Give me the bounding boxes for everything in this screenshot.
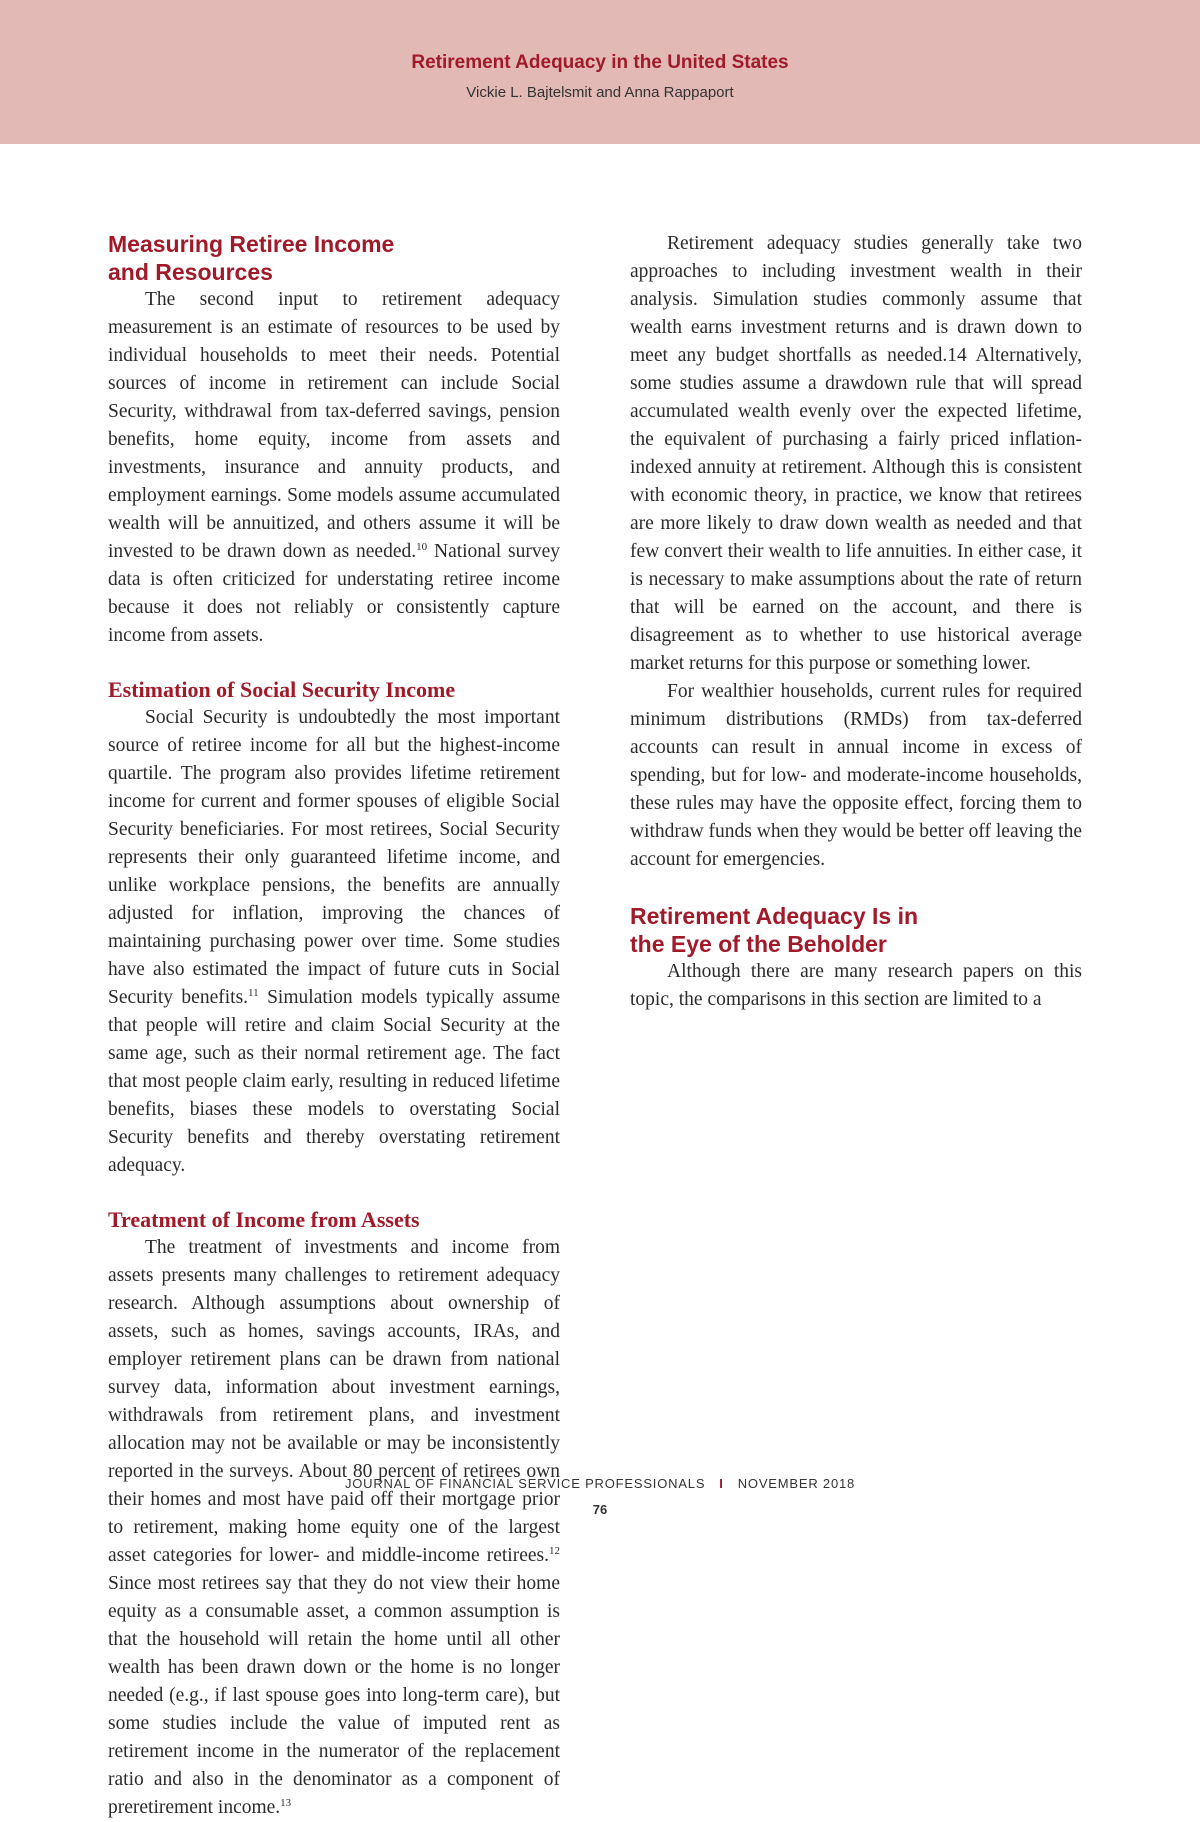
article-authors: Vickie L. Bajtelsmit and Anna Rappaport [466, 84, 734, 101]
text-run: The second input to retirement adequacy measurement is an estimate of resources to be used by individual households to meet their needs. Potential sources of income in retirement can include Social Security, withdrawal from tax-deferred savings, pension benefits, home equity, income from assets and investments, insurance and annuity products, and employment earnings. Some models assume accumulated wealth will be annuitized, and others assume it will be invested to be drawn down as needed. [108, 289, 560, 562]
header-band [0, 0, 1200, 144]
section-heading-assets: Treatment of Income from Assets [108, 1207, 420, 1232]
text-run: The treatment of investments and income from assets presents many challenges to retirement adequacy research. Although assumptions about ownership of assets, such as homes, savings accounts, IRAs, and employer retirement plans can be drawn from national survey data, information about investment earnings, withdrawals from retirement plans, and investment allocation may not be available or may be inconsistently reported in the surveys. About 80 percent of retirees own their homes and most have paid off their mortgage prior to retirement, making home equity one of the largest asset categories for lower- and middle-income retirees. [108, 1237, 560, 1566]
paragraph-assets [108, 1234, 560, 1822]
footer-separator: I [719, 1476, 724, 1491]
section-heading-eye [630, 902, 1082, 958]
journal-name: JOURNAL OF FINANCIAL SERVICE PROFESSIONALS [344, 1476, 706, 1491]
paragraph-measuring [108, 286, 560, 650]
right-column [630, 230, 1082, 1014]
page-number: 76 [592, 1502, 608, 1517]
paragraph-assets-3: For wealthier households, current rules for required minimum distributions (RMDs) from tax-deferred accounts can result in annual income in excess of spending, but for low- and moderate-income households, these rules may have the opposite effect, forcing them to withdraw funds when they would be better off leaving the account for emergencies. [630, 681, 1082, 870]
paragraph-social-security [108, 704, 560, 1180]
text-run: National survey data is often criticized for understating retiree income because it does not reliably or consistently capture income from assets. [108, 541, 560, 646]
text-run: Simulation models typically assume that people will retire and claim Social Security at the same age, such as their normal retirement age. The fact that most people claim early, resulting in reduced lifetime benefits, biases these models to overstating Social Security benefits and thereby overstating retirement adequacy. [108, 987, 560, 1176]
article-title: Retirement Adequacy in the United States [411, 52, 789, 73]
footnote-ref: 13 [280, 1797, 292, 1809]
footnote-ref: 10 [416, 541, 428, 553]
heading-line-1: Measuring Retiree Income [108, 231, 395, 257]
text-run: Social Security is undoubtedly the most important source of retiree income for all but the highest-income quartile. The program also provides lifetime retirement income for current and former spouses of eligible Social Security beneficiaries. For most retirees, Social Security represents their only guaranteed lifetime income, and unlike workplace pensions, the benefits are annually adjusted for inflation, improving the chances of maintaining purchasing power over time. Some studies have also estimated the impact of future cuts in Social Security benefits. [108, 707, 560, 1008]
paragraph-assets-2: Retirement adequacy studies generally take two approaches to including investment wealth in their analysis. Simulation studies commonly assume that wealth earns investment returns and is drawn down to meet any budget shortfalls as needed.14 Alternatively, some studies assume a drawdown rule that will spread accumulated wealth evenly over the expected lifetime, the equivalent of purchasing a fairly priced inflation-indexed annuity at retirement. Although this is consistent with economic theory, in practice, we know that retirees are more likely to draw down wealth as needed and that few convert their wealth to life annuities. In either case, it is necessary to make assumptions about the rate of return that will be earned on the account, and there is disagreement as to whether to use historical average market returns for this purpose or something lower. [630, 233, 1082, 674]
paragraph-eye: Although there are many research papers on this topic, the comparisons in this section are limited to a [630, 961, 1082, 1010]
section-heading-social-security: Estimation of Social Security Income [108, 677, 456, 702]
text-run: Since most retirees say that they do not view their home equity as a consumable asset, a common assumption is that the household will retain the home until all other wealth has been drawn down or the home is no longer needed (e.g., if last spouse goes into long-term care), but some studies include the value of imputed rent as retirement income in the numerator of the replacement ratio and also in the denominator as a component of preretirement income. [108, 1573, 560, 1818]
footer-journal-line [0, 1476, 1200, 1491]
left-column [108, 230, 560, 1822]
issue-date: NOVEMBER 2018 [737, 1476, 856, 1491]
footnote-ref: 11 [248, 987, 259, 999]
heading-line-2: the Eye of the Beholder [630, 931, 887, 957]
section-heading-measuring [108, 230, 560, 286]
heading-line-1: Retirement Adequacy Is in [630, 903, 919, 929]
heading-line-2: and Resources [108, 259, 273, 285]
footnote-ref: 12 [549, 1545, 560, 1557]
